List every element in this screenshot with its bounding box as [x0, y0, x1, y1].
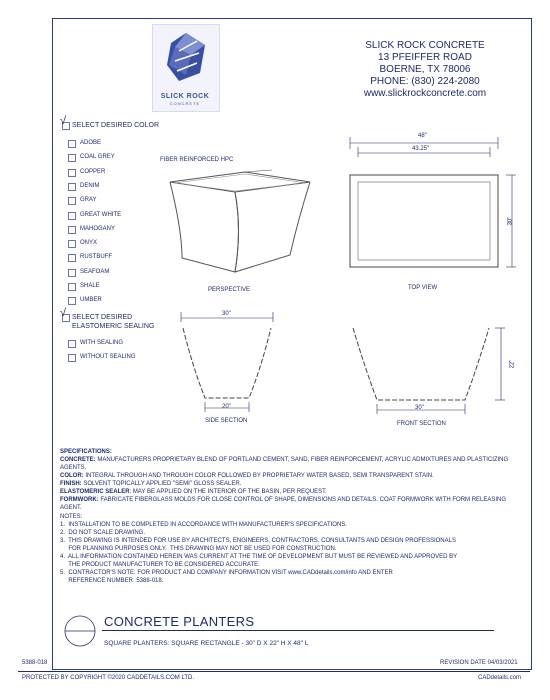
color-checkbox[interactable] [68, 254, 76, 262]
color-option-label: COAL GREY [80, 154, 115, 161]
side-section-label: SIDE SECTION [205, 418, 248, 424]
logo-mark-icon [153, 25, 219, 95]
company-phone: PHONE: (830) 224-2080 [370, 76, 480, 87]
color-checkbox[interactable] [68, 212, 76, 220]
spec-concrete-text: MANUFACTURERS PROPRIETARY BLEND OF PORTLAND CEMENT, SAND, FIBER REINFORCEMENT, ACRYLIC ADMIXTURES AND PLASTICIZING AGENTS. [60, 457, 509, 471]
color-option-label: UMBER [80, 297, 102, 304]
front-height-dim: 22" [509, 359, 516, 369]
spec-sealer-text: : MAY BE APPLIED ON THE INTERIOR OF THE BASIN, PER REQUEST. [129, 489, 327, 495]
note-item: 5. CONTRACTOR'S NOTE: FOR PRODUCT AND COMPANY INFORMATION VISIT www.CADdetails.com/info AND ENTER [60, 570, 393, 576]
note-item: REFERENCE NUMBER 5388-018. [60, 578, 164, 584]
color-checkbox[interactable] [68, 226, 76, 234]
spec-heading: SPECIFICATIONS: [60, 449, 112, 455]
copyright: PROTECTED BY COPYRIGHT ©2020 CADDETAILS.COM LTD. [22, 675, 195, 681]
notes-heading: NOTES: [60, 514, 83, 520]
specifications [60, 448, 520, 585]
color-option-label: ONYX [80, 240, 98, 247]
perspective-drawing [160, 150, 320, 295]
color-option-label: MAHOGANY [80, 225, 116, 232]
color-section-header: SELECT DESIRED COLOR [72, 122, 160, 129]
top-inner-dim: 43.25" [412, 146, 430, 152]
spec-color-label: COLOR: [60, 473, 84, 479]
check-mark-icon: √ [60, 307, 67, 319]
spec-finish-label: FINISH: [60, 481, 82, 487]
side-bottom-dim: 20" [222, 404, 231, 410]
color-option-label: RUSTBUFF [80, 254, 112, 261]
color-checkbox[interactable] [68, 140, 76, 148]
note-item: 4. ALL INFORMATION CONTAINED HEREIN WAS CURRENT AT THE TIME OF DEVELOPMENT BUT MUST BE REVIEWED AND APPROVED BY [60, 554, 458, 560]
sealing-checkbox[interactable] [68, 354, 76, 362]
note-item: 3. THIS DRAWING IS INTENDED FOR USE BY ARCHITECTS, ENGINEERS, CONTRACTORS, CONSULTANTS AND DESIGN PROFESSIONALS [60, 538, 456, 544]
note-item: 2. DO NOT SCALE DRAWING. [60, 530, 146, 536]
color-option-label: DENIM [80, 182, 100, 189]
color-checkbox[interactable] [68, 269, 76, 277]
sealing-checkbox[interactable] [68, 340, 76, 348]
front-bottom-dim: 30" [415, 405, 424, 411]
color-checkbox[interactable] [68, 283, 76, 291]
title-divider [102, 630, 494, 631]
color-option-label: SEAFOAM [80, 268, 110, 275]
footer-rule [18, 671, 530, 672]
note-item: 1. INSTALLATION TO BE COMPLETED IN ACCORDANCE WITH MANUFACTURER'S SPECIFICATIONS. [60, 522, 347, 528]
color-option-label: SHALE [80, 283, 100, 289]
color-checkbox[interactable] [68, 154, 76, 162]
company-address-2: BOERNE, TX 78006 [379, 64, 471, 75]
spec-concrete-label: CONCRETE: [60, 457, 96, 463]
sealing-section-header-2: ELASTOMERIC SEALING [72, 323, 155, 330]
spec-color-text: INTEGRAL THROUGH AND THROUGH COLOR FOLLOWED BY PROPRIETARY WATER BASED, SEMI TRANSPARENT STAIN. [83, 473, 434, 479]
material-note: FIBER REINFORCED HPC [160, 157, 234, 163]
color-option-label: GRAY [80, 197, 97, 204]
company-website[interactable]: www.slickrockconcrete.com [363, 88, 487, 99]
company-address-1: 13 PFEIFFER ROAD [378, 52, 472, 63]
title-block-circle [58, 614, 102, 648]
color-checkbox[interactable] [68, 183, 76, 191]
sealing-option-label: WITHOUT SEALING [80, 354, 136, 360]
check-mark-icon: √ [60, 115, 67, 127]
logo-subname: CONCRETE [169, 101, 201, 106]
spec-formwork-label: FORMWORK: [60, 497, 99, 503]
color-checkbox[interactable] [68, 197, 76, 205]
spec-sealer-label: ELASTOMERIC SEALER [60, 489, 130, 495]
revision-date: REVISION DATE 04/03/2021 [440, 660, 518, 666]
notes-list [60, 521, 520, 585]
front-section-label: FRONT SECTION [397, 421, 446, 427]
side-top-dim: 30" [222, 311, 231, 317]
top-view-label: TOP VIEW [408, 285, 438, 291]
sealing-section-header-1: SELECT DESIRED [72, 314, 133, 321]
drawing-title: CONCRETE PLANTERS [104, 614, 255, 629]
note-item: THE PRODUCT MANUFACTURER TO BE CONSIDERED ACCURATE. [60, 562, 260, 568]
color-option-label: COPPER [80, 168, 106, 175]
color-option-label: ADOBE [80, 140, 102, 146]
perspective-label: PERSPECTIVE [208, 287, 251, 293]
color-checkbox[interactable] [68, 297, 76, 305]
logo-name: SLICK ROCK [160, 93, 210, 100]
company-name: SLICK ROCK CONCRETE [365, 40, 485, 51]
spec-finish-text: SOLVENT TOPICALLY APPLIED "SEMI" GLOSS SEALER. [81, 481, 242, 487]
note-item: FOR PLANNING PURPOSES ONLY. THIS DRAWING MAY NOT BE USED FOR CONSTRUCTION. [60, 546, 337, 552]
color-option-label: GREAT WHITE [80, 211, 122, 218]
top-outer-dim: 48" [418, 133, 427, 139]
color-checkbox[interactable] [68, 240, 76, 248]
color-checkbox[interactable] [68, 169, 76, 177]
top-side-dim: 30" [507, 216, 514, 226]
drawing-subtitle: SQUARE PLANTERS: SQUARE RECTANGLE - 30" D X 22" H X 48" L [104, 640, 309, 647]
top-view-drawing [340, 135, 525, 295]
reference-number: 5388-018 [22, 660, 48, 666]
cad-details-link[interactable]: CADdetails.com [478, 675, 522, 681]
spec-formwork-text: FABRICATE FIBERGLASS MOLDS FOR CLOSE CONTROL OF SHAPE, DIMENSIONS AND DETAILS. COAT FORMWORK WITH FORM RELEASING AGENT. [60, 497, 507, 511]
sealing-option-label: WITH SEALING [80, 340, 124, 346]
front-section-drawing [345, 308, 525, 420]
